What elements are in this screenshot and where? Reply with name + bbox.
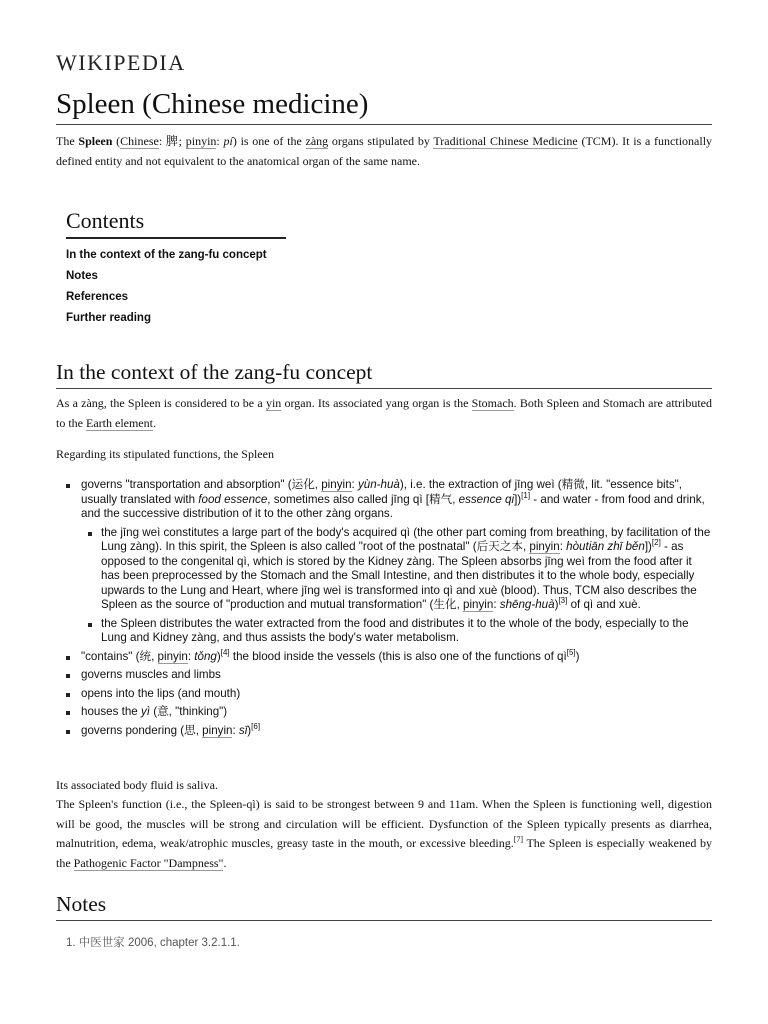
pinyin-link[interactable]: pinyin — [463, 598, 494, 611]
paragraph-spleen-function: The Spleen's function (i.e., the Spleen-qì) is said to be strongest between 9 and 11am. When the Spleen is functioning well, digestion will be good, the muscles will be strong and circulation will be efficient. Dysfunction of the Spleen typically presents as diarrhea, malnutrition, edema, weak/atrophic muscles, greasy taste in the mouth, or excessive bleeding.[7] The Spleen is especially weakened by the Pathogenic Factor "Dampness". — [56, 797, 712, 870]
section-heading-notes: Notes — [56, 890, 712, 921]
citation-link[interactable]: [3] — [558, 596, 568, 606]
toc-item[interactable]: Notes — [66, 270, 98, 282]
list-item: "contains" (统, pinyin: tǒng)[4] the blood inside the vessels (this is also one of the functions of qì[5]) — [56, 650, 712, 665]
paragraph-functions-intro: Regarding its stipulated functions, the Spleen — [56, 447, 274, 461]
notes-list — [66, 934, 240, 950]
earth-element-link[interactable]: Earth element — [86, 415, 153, 430]
citation-link[interactable]: [1] — [521, 490, 531, 500]
paragraph-body-fluid: Its associated body fluid is saliva. — [56, 778, 218, 792]
chinese-link[interactable]: Chinese — [120, 134, 159, 148]
toc-item[interactable]: In the context of the zang-fu concept — [66, 249, 267, 261]
toc-item[interactable]: Further reading — [66, 312, 151, 324]
tcm-link[interactable]: Traditional Chinese Medicine — [433, 134, 578, 148]
list-item: opens into the lips (and mouth) — [56, 687, 712, 702]
zang-link[interactable]: zàng — [305, 134, 329, 148]
section-heading-zangfu: In the context of the zang-fu concept — [56, 358, 712, 389]
page-title: Spleen (Chinese medicine) — [56, 86, 712, 125]
pinyin-link[interactable]: pinyin — [202, 723, 233, 737]
citation-link[interactable]: [6] — [251, 721, 261, 731]
toc-heading: Contents — [66, 208, 286, 239]
paragraph-organ: As a zàng, the Spleen is considered to be a yin organ. Its associated yang organ is the Stomach. Both Spleen and Stomach are attributed to the Earth element. — [56, 396, 713, 430]
note-item: 1. 中医世家 2006, chapter 3.2.1.1. — [66, 937, 240, 949]
citation-link[interactable]: [2] — [651, 538, 661, 548]
pinyin-link[interactable]: pinyin — [529, 540, 560, 553]
citation-link[interactable]: [4] — [220, 647, 230, 657]
list-item: governs pondering (思, pinyin: sī)[6] — [56, 724, 712, 739]
list-item: governs "transportation and absorption" (运化, pinyin: yùn-huà), i.e. the extraction of jīng weì (精微, lit. "essence bits", usually translated with food essence, sometimes also called jīng qì [精气, essence qi])[1] - and water - from food and drink, and the successive distribution of it to the other zàng organs. the jīng weì constitutes a large part of the body's acquired qì (the other part coming from breathing, by facilitation of the Lung zàng). In this spirit, the Spleen is also called "root of the postnatal" (后天之本, pinyin: hòutiān zhī běn])[2] - as opposed to the congenital qì, which is stored by the Kidney zàng. The Spleen absorbs jīng weì from the food after it has been preprocessed by the Stomach and the Small Intestine, and then distributes it to the whole body, especially upwards to the Lung and Heart, where jīng weì is transformed into qì and xuè (blood). Thus, TCM also describes the Spleen as the source of "production and mutual transformation" (生化, pinyin: shēng-huà)[3] of qì and xuè. the Spleen distributes the water extracted from the food and distributes it to the whole of the body, especially to the Lung and Kidney zàng, and thus assists the body's water metabolism. — [56, 478, 712, 646]
list-item: houses the yì (意, "thinking") — [56, 705, 712, 720]
wikipedia-wordmark[interactable]: WIKIPEDIA — [56, 50, 186, 75]
pinyin-link[interactable]: pinyin — [185, 134, 217, 148]
stomach-link[interactable]: Stomach — [471, 396, 514, 410]
list-item: the Spleen distributes the water extracted from the food and distributes it to the whole of the body, especially to the Lung and Kidney zàng, and thus assists the body's water metabolism. — [81, 617, 712, 646]
pinyin-link[interactable]: pinyin — [321, 478, 352, 491]
table-of-contents — [66, 208, 286, 329]
citation-link[interactable]: [7] — [513, 835, 524, 844]
list-item: governs muscles and limbs — [56, 668, 712, 683]
intro-paragraph: The Spleen (Chinese: 脾; pinyin: pí) is one of the zàng organs stipulated by Traditional Chinese Medicine (TCM). It is a functionally defined entity and not equivalent to the anatomical organ of the same name. — [56, 134, 713, 168]
list-item: the jīng weì constitutes a large part of the body's acquired qì (the other part coming from breathing, by facilitation of the Lung zàng). In this spirit, the Spleen is also called "root of the postnatal" (后天之本, pinyin: hòutiān zhī běn])[2] - as opposed to the congenital qì, which is stored by the Kidney zàng. The Spleen absorbs jīng weì from the food after it has been preprocessed by the Stomach and the Small Intestine, and then distributes it to the whole body, especially upwards to the Lung and Heart, where jīng weì is transformed into qì and xuè (blood). Thus, TCM also describes the Spleen as the source of "production and mutual transformation" (生化, pinyin: shēng-huà)[3] of qì and xuè. — [81, 526, 712, 613]
pinyin-link[interactable]: pinyin — [157, 649, 188, 663]
citation-link[interactable]: [5] — [566, 647, 576, 657]
yin-link[interactable]: yin — [265, 396, 282, 410]
toc-item[interactable]: References — [66, 291, 129, 303]
functions-list — [56, 478, 712, 742]
dampness-link[interactable]: Pathogenic Factor "Dampness" — [73, 855, 224, 870]
